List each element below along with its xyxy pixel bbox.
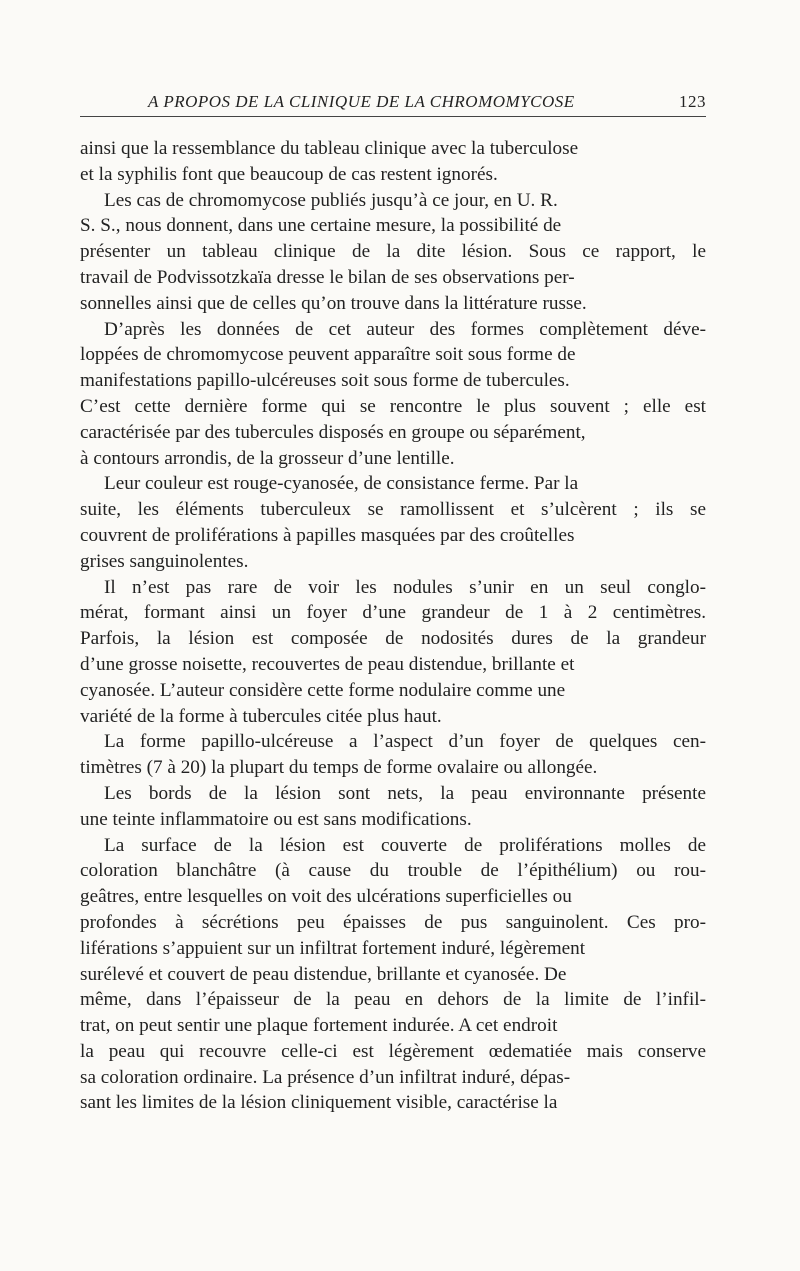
text-line: présenter un tableau clinique de la dite lésion. Sous ce rapport, le	[80, 241, 706, 263]
text-line: mérat, formant ainsi un foyer d’une grandeur de 1 à 2 centimètres.	[80, 602, 706, 624]
text-line: geâtres, entre lesquelles on voit des ulcérations superficielles ou	[80, 886, 572, 908]
text-line: surélevé et couvert de peau distendue, brillante et cyanosée. De	[80, 963, 567, 985]
text-line: à contours arrondis, de la grosseur d’une lentille.	[80, 447, 455, 469]
text-line: Leur couleur est rouge-cyanosée, de consistance ferme. Par la	[104, 473, 579, 495]
text-line: profondes à sécrétions peu épaisses de pus sanguinolent. Ces pro-	[80, 911, 706, 933]
text-line: C’est cette dernière forme qui se rencontre le plus souvent ; elle est	[80, 395, 706, 417]
text-line: grises sanguinolentes.	[80, 550, 249, 572]
text-line: même, dans l’épaisseur de la peau en dehors de la limite de l’infil-	[80, 989, 706, 1011]
body-text	[80, 136, 706, 1116]
text-line: Parfois, la lésion est composée de nodosités dures de la grandeur	[80, 628, 706, 650]
text-line: caractérisée par des tubercules disposés en groupe ou séparément,	[80, 421, 586, 443]
text-line: suite, les éléments tuberculeux se ramollissent et s’ulcèrent ; ils se	[80, 499, 706, 521]
text-line: couvrent de proliférations à papilles masquées par des croûtelles	[80, 524, 575, 546]
running-title: A PROPOS DE LA CLINIQUE DE LA CHROMOMYCOSE	[148, 92, 575, 111]
text-line: trat, on peut sentir une plaque fortement indurée. A cet endroit	[80, 1015, 558, 1037]
text-line: travail de Podvissotzkaïa dresse le bilan de ses observations per-	[80, 266, 575, 288]
text-line: et la syphilis font que beaucoup de cas restent ignorés.	[80, 163, 498, 185]
text-line: sonnelles ainsi que de celles qu’on trouve dans la littérature russe.	[80, 292, 587, 314]
text-line: Il n’est pas rare de voir les nodules s’unir en un seul conglo-	[104, 576, 706, 598]
text-line: loppées de chromomycose peuvent apparaître soit sous forme de	[80, 344, 576, 366]
text-line: la peau qui recouvre celle-ci est légèrement œdematiée mais conserve	[80, 1040, 706, 1062]
text-line: liférations s’appuient sur un infiltrat fortement induré, légèrement	[80, 937, 586, 959]
text-line: sa coloration ordinaire. La présence d’un infiltrat induré, dépas-	[80, 1066, 571, 1088]
text-line: S. S., nous donnent, dans une certaine mesure, la possibilité de	[80, 215, 562, 237]
text-line: Les cas de chromomycose publiés jusqu’à ce jour, en U. R.	[104, 189, 558, 211]
text-line: sant les limites de la lésion cliniquement visible, caractérise la	[80, 1092, 558, 1114]
text-line: ainsi que la ressemblance du tableau clinique avec la tuberculose	[80, 138, 579, 159]
text-line: Les bords de la lésion sont nets, la peau environnante présente	[104, 782, 706, 804]
text-line: variété de la forme à tubercules citée plus haut.	[80, 705, 442, 727]
text-line: manifestations papillo-ulcéreuses soit sous forme de tubercules.	[80, 370, 570, 392]
text-line: timètres (7 à 20) la plupart du temps de forme ovalaire ou allongée.	[80, 757, 598, 779]
running-header	[80, 88, 706, 117]
text-line: coloration blanchâtre (à cause du trouble de l’épithélium) ou rou-	[80, 860, 706, 882]
text-line: La surface de la lésion est couverte de proliférations molles de	[104, 834, 706, 856]
text-line: d’une grosse noisette, recouvertes de peau distendue, brillante et	[80, 653, 575, 675]
text-line: D’après les données de cet auteur des formes complètement déve-	[104, 318, 706, 340]
text-line: cyanosée. L’auteur considère cette forme nodulaire comme une	[80, 679, 566, 701]
text-line: La forme papillo-ulcéreuse a l’aspect d’un foyer de quelques cen-	[104, 731, 706, 753]
text-line: une teinte inflammatoire ou est sans modifications.	[80, 808, 472, 830]
page-number: 123	[679, 92, 706, 111]
